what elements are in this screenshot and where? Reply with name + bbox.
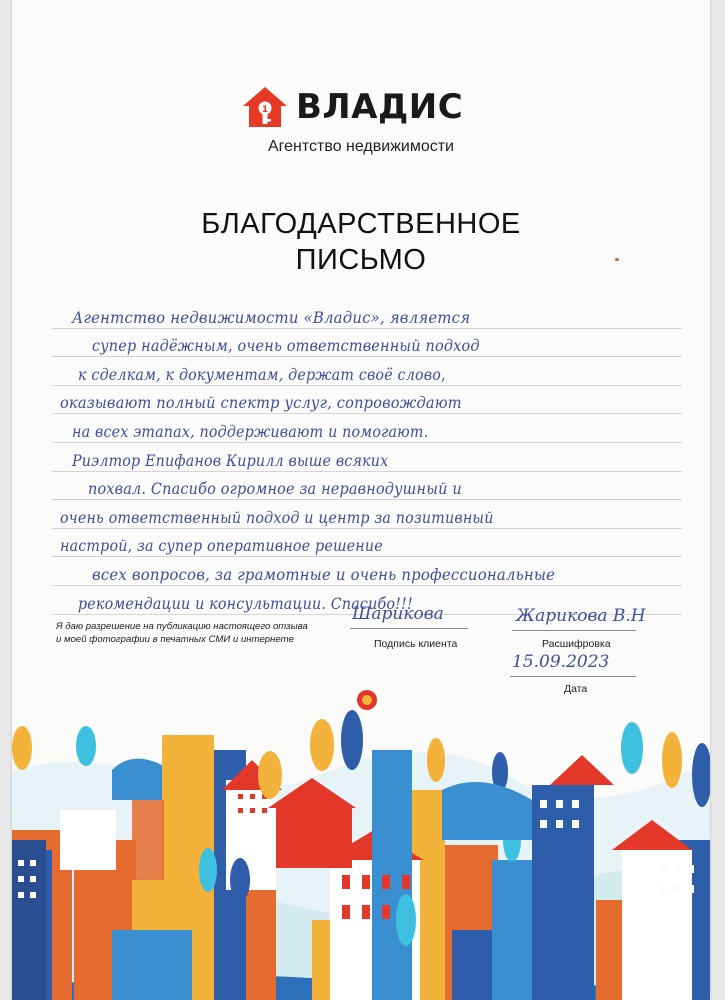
title-line-2: ПИСЬМО: [295, 244, 427, 276]
handwritten-line: Риэлтор Епифанов Кирилл выше всяких: [72, 451, 389, 470]
handwritten-line: похвал. Спасибо огромное за неравнодушный и: [88, 480, 462, 499]
handwritten-line: всех вопросов, за грамотные и очень профессиональные: [92, 565, 556, 584]
svg-text:1: 1: [261, 105, 269, 115]
decoding-underline: [512, 630, 636, 631]
title-line-1: БЛАГОДАРСТВЕННОЕ: [201, 208, 521, 240]
company-logo: [242, 86, 463, 128]
handwritten-line: Агентство недвижимости «Владис», является: [72, 308, 471, 327]
city-illustration: [12, 690, 710, 1000]
handwritten-line: очень ответственный подход и центр за позитивный: [60, 508, 494, 527]
signature-underline: [350, 628, 468, 629]
house-key-icon: [242, 86, 288, 128]
decoding-caption: Расшифровка: [542, 638, 611, 650]
handwritten-body: [52, 300, 682, 615]
publication-consent: [56, 620, 308, 646]
client-signature: Шарикова: [352, 604, 444, 624]
date-value: 15.09.2023: [512, 652, 610, 672]
date-underline: [510, 676, 636, 677]
letter-sheet: [12, 0, 710, 1000]
handwritten-line: настрой, за супер оперативное решение: [60, 537, 383, 556]
handwritten-line: на всех этапах, поддерживают и помогают.: [72, 422, 429, 441]
red-dot: [615, 258, 619, 261]
handwritten-line: супер надёжным, очень ответственный подход: [92, 337, 480, 356]
agency-subtitle: Агентство недвижимости: [268, 138, 454, 155]
date-caption: Дата: [564, 683, 588, 695]
consent-line-1: Я даю разрешение на публикацию настоящего отзыва: [56, 621, 308, 632]
handwritten-line: рекомендации и консультации. Спасибо!!!: [78, 594, 413, 613]
logo-wordmark: ВЛАДИС: [296, 87, 464, 127]
handwritten-line: к сделкам, к документам, держат своё слово,: [78, 365, 446, 384]
document-title: [12, 206, 710, 278]
handwritten-line: оказывают полный спектр услуг, сопровождают: [60, 394, 462, 413]
name-decoding: Жарикова В.Н: [516, 606, 646, 626]
signature-caption: Подпись клиента: [374, 638, 458, 650]
consent-line-2: и моей фотографии в печатных СМИ и интернете: [56, 634, 294, 645]
